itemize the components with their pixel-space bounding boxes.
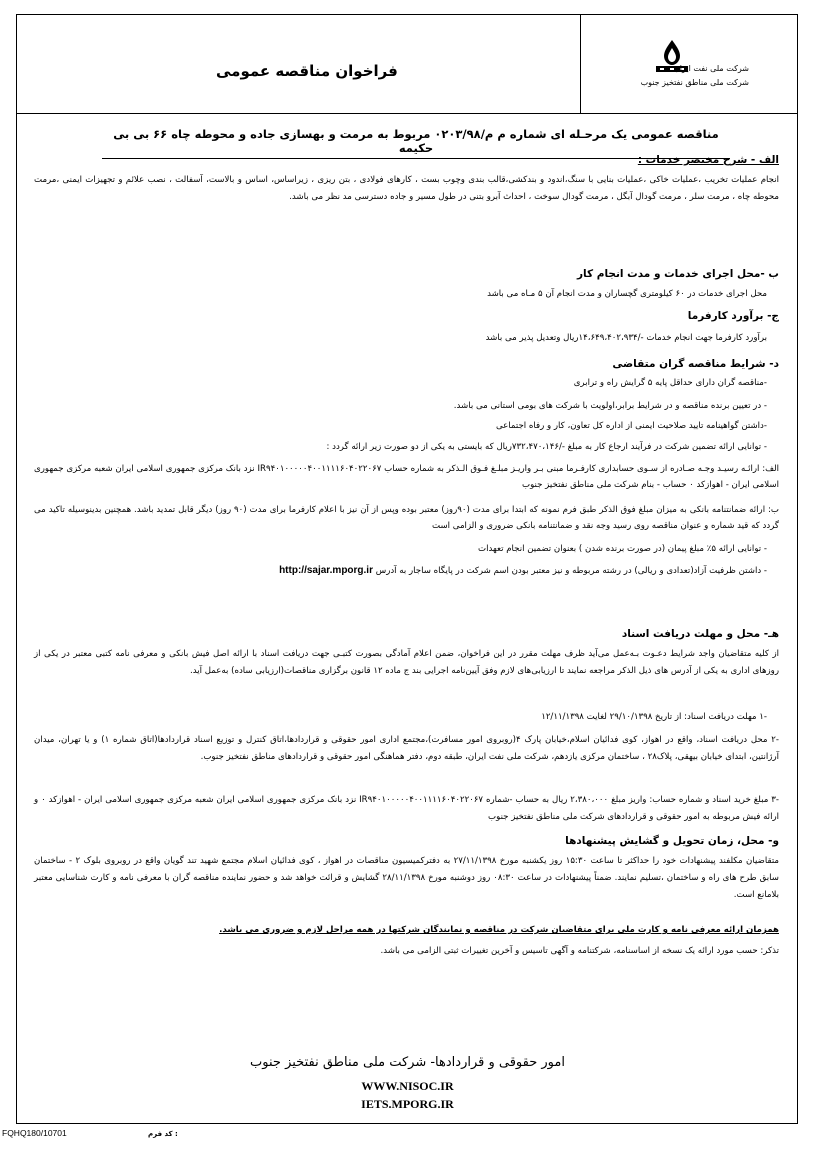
page-title: فراخوان مناقصه عمومی: [216, 62, 398, 80]
footer-website-nisoc[interactable]: WWW.NISOC.IR: [361, 1079, 454, 1093]
section-a-body: انجام عملیات تخریب ،عملیات خاکی ،عملیات بنایی با سنگ،اندود و بندکشی،قالب بندی وچوب بست ، کارهای فولادی ، بتن ریزی ، زیراساس، اساس و بالاست، آسفالت ، نصب علائم و تجهیزات ایمنی ،مرمت محوطه چاه ، مرمت سلر ، مرمت گودال آبگل ، مرمت گودال سوخت ، احداث آبرو بتنی در طول مسیر و جاده دسترسی مد نظر می باشد.: [34, 175, 779, 202]
section-f-heading: و- محل، زمان تحویل و گشایش پیشنهادها: [565, 835, 779, 847]
list-item: - توانایی ارائه تضمین شرکت در فرآیند ارجاع کار به مبلغ -/۷۳۲،۴۷۰،۱۴۶ریال که بایستی به یکی از دو صورت زیر ارائه گردد :: [326, 442, 767, 452]
section-e-intro: از کلیه متقاضیان واجد شرایط دعـوت بـه‌عمل می‌آید ظرف مهلت مقرر در این فراخوان، ضمن اعلام آمادگی بصورت کتبـی جهت دریافت اسناد با ارائه اصل فیش بانکی و معرفی نامه کتبی معتبر در یکی از روزهای اداری به یکی از آدرس های ذیل الذکر مراجعه نمایند تا ارزیابی‌های لازم وفق آیین‌نامه اجرایی بند ج ماده ۱۲ قانون برگزاری مناقصات(ارزیابی ساده) به‌عمل آید.: [34, 649, 779, 676]
list-item: -۲ محل دریافت اسناد، واقع در اهواز، کوی فدائیان اسلام،خیابان پارک ۴(روبروی امور مسافرت)،مجتمع اداری امور حقوقی و قراردادها،اتاق کنترل و توزیع اسناد قراردادها(اتاق شماره ۱) و یا تهران، میدان آرژانتین، ابتدای خیابان بیهقی، پلاک۲۸ ، ساختمان مرکزی یازدهم، شرکت ملی نفت ایران، طبقه دوم، دفتر هماهنگی امور حقوقی و قراردادهای مناطق نفتخیز جنوب.: [34, 735, 779, 762]
list-item: الف: ارائـه رسیـد وجـه صـادره از سـوی حسابداری کارفـرما مبنی بـر واریـز مبلـغ فـوق الـذکر به شماره حساب IR۹۴۰۱۰۰۰۰۰۴۰۰۱۱۱۱۶۰۴۰۲۲۰۶۷ نزد بانک مرکزی جمهوری اسلامی ایران شعبه مرکزی جمهوری اسلامی ایران - اهوازکد ۰ حساب - بنام شرکت ملی مناطق نفتخیز جنوب: [34, 464, 779, 491]
section-b-heading: ب -محل اجرای خدمات و مدت انجام کار: [577, 268, 779, 280]
section-c-heading: ج- برآورد کارفرما: [687, 310, 779, 322]
form-code-label: کد فرم :: [148, 1130, 178, 1138]
list-item: - در تعیین برنده مناقصه و در شرایط برابر،اولویت با شرکت های بومی استانی می باشد.: [453, 401, 767, 411]
form-code: FQHQ180/10701: [2, 1128, 67, 1138]
list-item: -داشتن گواهینامه تایید صلاحیت ایمنی از اداره کل تعاون، کار و رفاه اجتماعی: [495, 421, 767, 431]
section-c-body: برآورد کارفرما جهت انجام خدمات -/۱۴،۶۴۹،۴۰۲،۹۳۴ریال وتعدیل پذیر می باشد: [485, 333, 767, 343]
list-item: - توانایی ارائه ۵٪ مبلغ پیمان (در صورت برنده شدن ) بعنوان تضمین انجام تعهدات: [478, 544, 767, 554]
section-f-emphasis: همزمان ارائه معرفی نامه و کارت ملی برای متقاضیان شرکت در مناقصه و نمایندگان شرکتها در همه مراحل لازم و ضروری می باشد.: [219, 925, 779, 935]
company-name-nioc: شرکت ملی نفت ایران: [673, 64, 749, 73]
footer-website-iets[interactable]: IETS.MPORG.IR: [361, 1097, 454, 1111]
sajar-link[interactable]: http://sajar.mporg.ir: [279, 565, 373, 576]
section-a-heading: الف - شرح مختصر خدمات :: [637, 154, 779, 166]
section-f-note: تذکر: حسب مورد ارائه یک نسخه از اساسنامه، شرکتنامه و آگهی تاسیس و آخرین تغییرات ثبتی الزامی می باشد.: [380, 946, 779, 956]
sajar-requirement-text: - داشتن ظرفیت آزاد(تعدادی و ریالی) در رشته مربوطه و نیز معتبر بودن اسم شرکت در پایگاه ساجار به آدرس: [375, 566, 767, 576]
footer-department: امور حقوقی و قراردادها- شرکت ملی مناطق نفتخیز جنوب: [250, 1055, 565, 1070]
section-e-heading: هـ- محل و مهلت دریافت اسناد: [621, 628, 779, 640]
tender-title: مناقصه عمومی یک مرحـله ای شماره م م/۰۲۰۳/۹۸ مربوط به مرمت و بهسازی جاده و محوطه چاه ۶۶ بی بی حکیمه: [102, 127, 730, 159]
section-f-body: متقاضیان مکلفند پیشنهادات خود را حداکثر تا ساعت ۱۵:۳۰ روز یکشنبه مورخ ۲۷/۱۱/۱۳۹۸ به دفترکمیسیون مناقصات در اهواز ، کوی فدائیان اسلام مجتمع شهید تند گویان واقع در روبروی بلوک ۲ - ساختمان سابق طرح های راه و ساختمان ،تسلیم نمایند. ضمناً پیشنهادات در ساعت ۰۸:۳۰ روز دوشنبه مورخ ۲۸/۱۱/۱۳۹۸ گشایش و قرائت خواهد شد و حضور نماینده مناقصه گران با معرفی نامه و کارت شناسایی معتبر بلامانع است.: [34, 856, 780, 900]
company-name-nisoc: شرکت ملی مناطق نفتخیز جنوب: [640, 78, 749, 87]
list-item: -۱ مهلت دریافت اسناد: از تاریخ ۲۹/۱۰/۱۳۹۸ لغایت ۱۲/۱۱/۱۳۹۸: [541, 712, 767, 722]
header-divider: [580, 14, 581, 113]
list-item: -۳ مبلغ خرید اسناد و شماره حساب: واریز مبلغ ۲،۳۸۰،۰۰۰ ریال به حساب -شماره IR۹۴۰۱۰۰۰۰۰۴۰۰۱۱۱۱۶۰۴۰۲۲۰۶۷ نزد بانک مرکزی جمهوری اسلامی ایران شعبه مرکزی جمهوری اسلامی ایران - اهوازکد ۰ و ارائه فیش مربوطه به امور حقوقی و قراردادهای شرکت ملی مناطق نفتخیز جنوب: [34, 795, 779, 822]
list-item: ب: ارائه ضمانتنامه بانکی به میزان مبلغ فوق الذکر طبق فرم نمونه که ابتدا برای مدت (۹۰روز) معتبر بوده وپس از آن نیز با اعلام کارفرما برای مدت (۹۰ روز) دیگر قابل تمدید باشد. همچنین بدینوسیله تاکید می گردد که قید شماره و عنوان مناقصه روی رسید وجه نقد و ضمانتنامه بانکی ضروری و الزامی است: [34, 505, 779, 532]
section-d-heading: د- شرایط مناقصه گران متقاضی: [612, 358, 779, 370]
list-item: [22, 564, 767, 578]
list-item: -مناقصه گران دارای حداقل پایه ۵ گرایش راه و ترابری: [573, 378, 767, 388]
section-b-body: محل اجرای خدمات در ۶۰ کیلومتری گچساران و مدت انجام آن ۵ مـاه می باشد: [487, 289, 767, 299]
